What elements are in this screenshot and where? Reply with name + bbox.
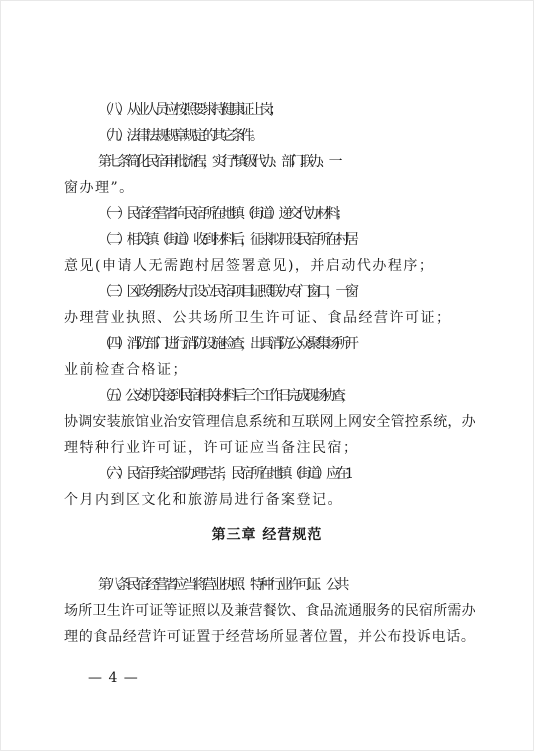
page-number: — 4 — [88, 670, 139, 686]
article-8-line-1: 第八条 民宿经营者应当将营业执照、特种行业许可证、公共 [98, 577, 345, 593]
article-8-line-2: 场所卫生许可证等证照以及兼营餐饮、食品流通服务的民宿所需办 [64, 603, 476, 619]
item-6-line-1: （六）民宿手续全部办理完毕，民宿所在地镇（街道）应在 1 [98, 466, 350, 482]
item-1-line: （一）民宿经营者向民宿所在地镇（街道）递交代办材料； [98, 206, 345, 222]
item-2-line-1: （二）相关镇（街道）收到材料后，征求拟开设民宿所在村居 [98, 232, 355, 248]
item-4-line-1: （四）消防部门进行消防设施检查，出具消防公众聚集场所开 [98, 336, 355, 352]
clause-9-other-conditions: （九）法律法规规章规定的其它条件。 [98, 128, 260, 144]
item-5-line-2: 协调安装旅馆业治安管理信息系统和互联网上网安全管控系统，办 [64, 414, 476, 430]
item-5-line-1: （五）公安机关接到民宿相关材料后三个工作日完成现场协查， [98, 388, 350, 404]
item-3-line-1: （三）区政务服务大厅设立民宿项目证照联办专门窗口，一窗 [98, 284, 355, 300]
item-4-line-2: 业前检查合格证； [64, 362, 188, 378]
item-5-line-3: 理特种行业许可证，许可证应当备注民宿； [64, 440, 359, 456]
item-3-line-2: 办理营业执照、公共场所卫生许可证、食品经营许可证； [64, 310, 452, 326]
item-6-line-2: 个月内到区文化和旅游局进行备案登记。 [64, 492, 343, 508]
article-8-line-3: 理的食品经营许可证置于经营场所显著位置，并公布投诉电话。 [64, 629, 476, 645]
item-2-line-2: 意见(申请人无需跑村居签署意见)，并启动代办程序； [64, 258, 435, 274]
chapter-heading: 第三章 经营规范 [211, 527, 323, 543]
article-7-line-1: 第七条 简化民宿审批流程，实行“镇级代办、部门联办、一 [98, 154, 339, 170]
article-7-line-2: 窗办理”。 [64, 180, 135, 196]
clause-8-health-certificate: （八）从业人员应按照要求持健康证上岗； [98, 102, 279, 118]
